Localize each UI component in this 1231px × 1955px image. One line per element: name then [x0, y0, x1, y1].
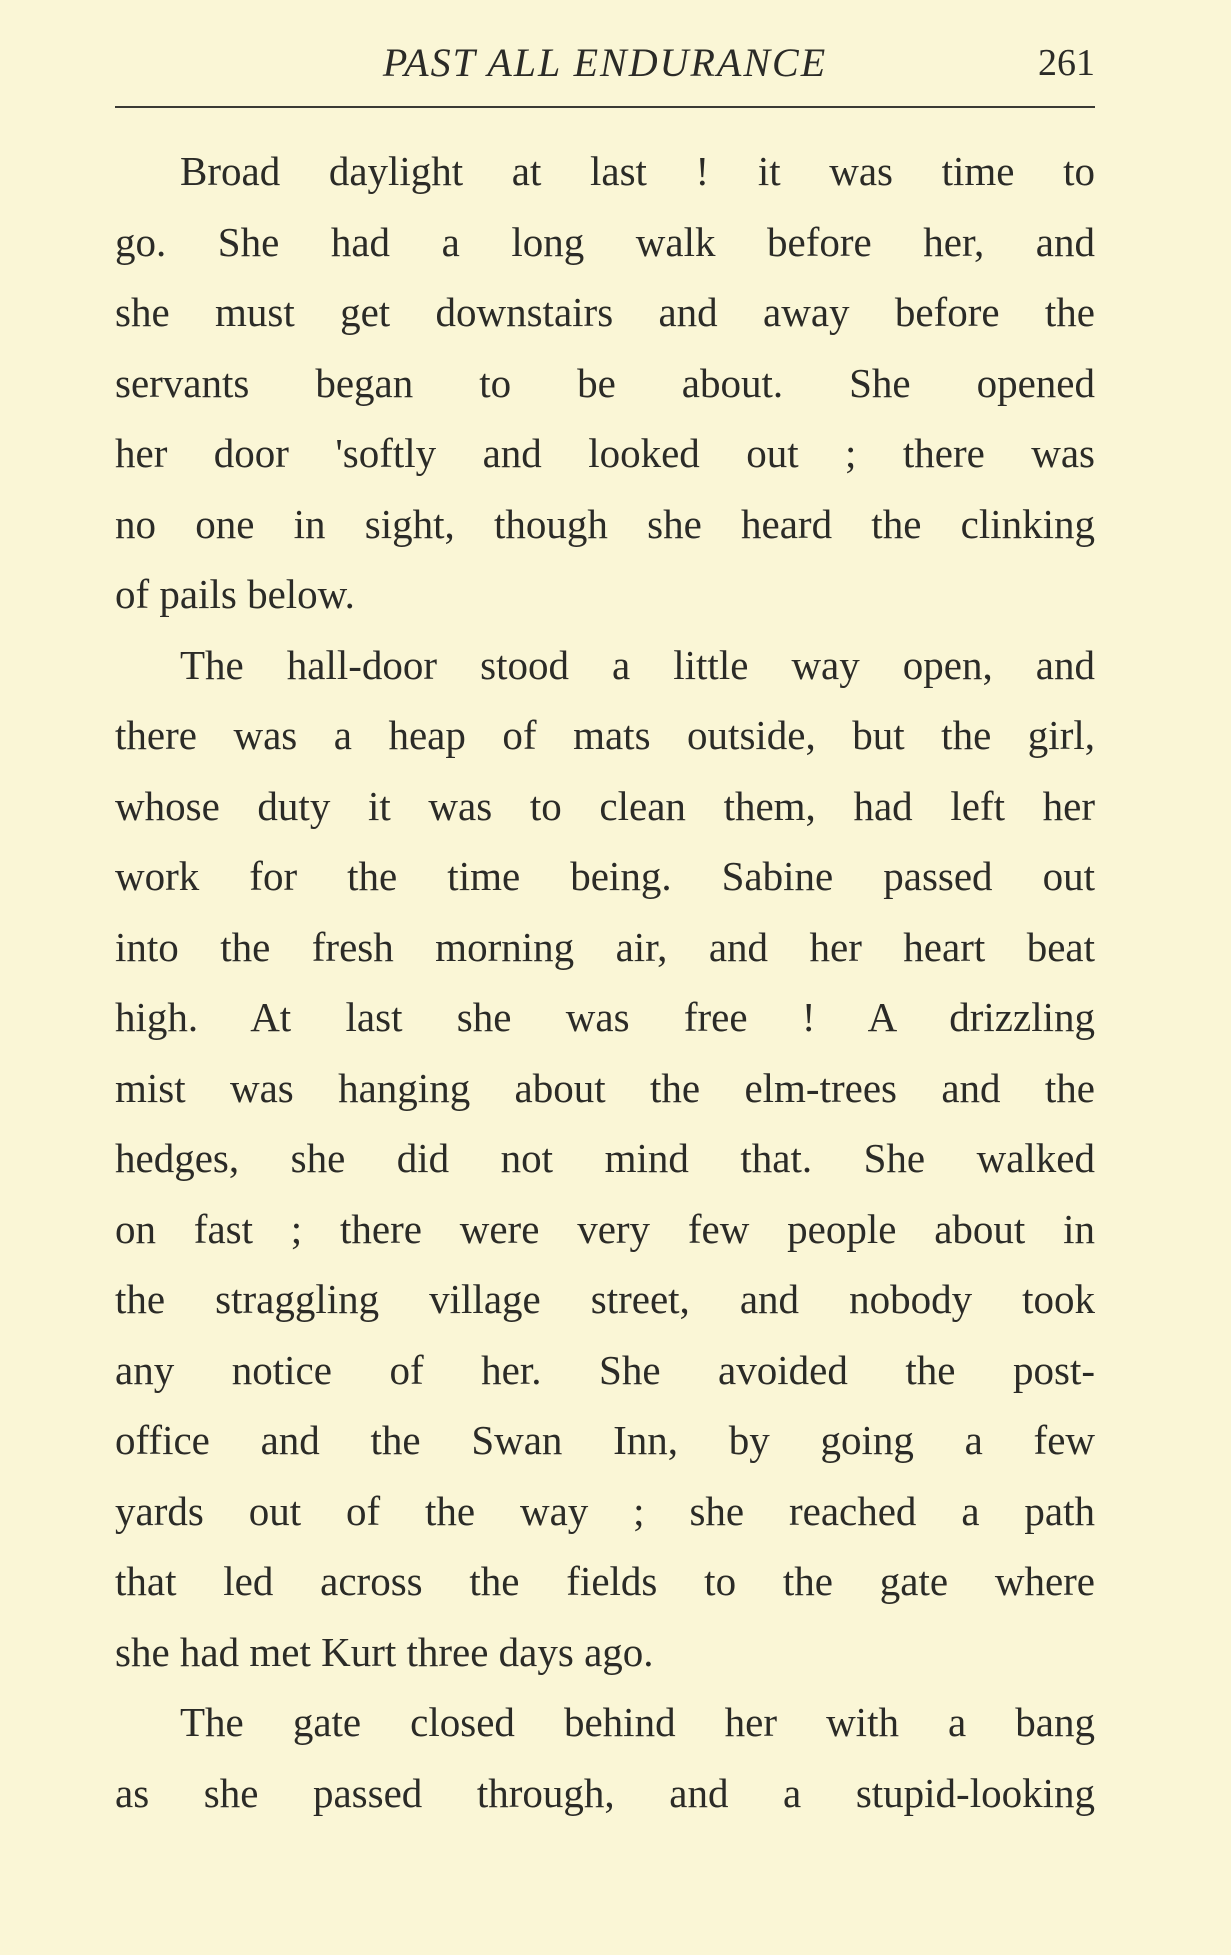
text-line: Broad daylight at last ! it was time to	[180, 148, 1095, 194]
text-line: on fast ; there were very few people about in	[115, 1205, 1095, 1252]
text-line: office and the Swan Inn, by going a few	[115, 1417, 1095, 1463]
text-line: work for the time being. Sabine passed out	[115, 853, 1095, 899]
text-line: there was a heap of mats outside, but the girl,	[115, 712, 1095, 758]
text-line: no one in sight, though she heard the clinking	[115, 500, 1095, 547]
text-line: whose duty it was to clean them, had left her	[115, 782, 1095, 829]
page-number: 261	[1038, 42, 1095, 84]
text-line: The gate closed behind her with a bang	[180, 1699, 1095, 1745]
text-line: servants began to be about. She opened	[115, 359, 1095, 406]
text-line: high. At last she was free ! A drizzling	[115, 994, 1095, 1040]
text-line: hedges, she did not mind that. She walked	[115, 1135, 1095, 1181]
text-line: as she passed through, and a stupid-looking	[115, 1769, 1095, 1816]
running-title: PAST ALL ENDURANCE	[382, 40, 828, 85]
header-rule	[115, 106, 1095, 108]
text-line: into the fresh morning air, and her heart beat	[115, 923, 1095, 970]
text-line: she had met Kurt three days ago.	[115, 1628, 654, 1675]
text-line: The hall-door stood a little way open, and	[180, 641, 1095, 688]
text-line: the straggling village street, and nobody took	[115, 1276, 1095, 1322]
text-line: any notice of her. She avoided the post-	[115, 1346, 1095, 1393]
body-text	[115, 136, 1095, 1828]
text-line: yards out of the way ; she reached a path	[115, 1487, 1095, 1534]
text-line: that led across the fields to the gate where	[115, 1558, 1095, 1604]
text-line: her door 'softly and looked out ; there was	[115, 430, 1095, 476]
text-line: she must get downstairs and away before the	[115, 289, 1095, 335]
text-line: mist was hanging about the elm-trees and the	[115, 1064, 1095, 1111]
running-head	[115, 38, 1095, 88]
text-line: of pails below.	[115, 571, 355, 617]
text-line: go. She had a long walk before her, and	[115, 218, 1095, 265]
